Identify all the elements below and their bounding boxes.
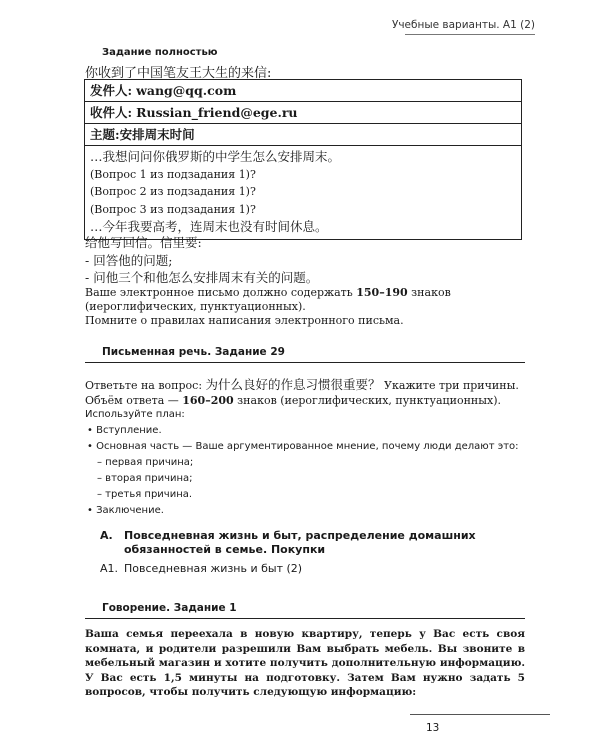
- to-label: 收件人:: [90, 105, 133, 120]
- letter-body-line: (Вопрос 1 из подзадания 1)?: [90, 167, 256, 181]
- footer-rule: [410, 714, 550, 715]
- letter-subject-row: [85, 124, 521, 146]
- page-number: 13: [426, 722, 440, 734]
- letter-body: [85, 146, 521, 240]
- task-label: Задание полностью: [102, 47, 218, 58]
- letter-body-line: …今年我要高考，连周末也没有时间休息。: [90, 219, 328, 234]
- section-heading-29: Письменная речь. Задание 29: [102, 346, 285, 358]
- task29-question: Ответьте на вопрос: 为什么良好的作息习惯很重要？ Укажите три причины. Объём ответа — 160–200 знаков (иероглифических, пунктуационных).: [85, 377, 519, 407]
- reply-item: - 回答他的问题;: [85, 253, 173, 268]
- plan-subitem: – первая причина;: [97, 457, 194, 468]
- length-note: Ваше электронное письмо должно содержать 150–190 знаков (иероглифических, пунктуационных).: [85, 286, 451, 313]
- plan-subitem: – вторая причина;: [97, 473, 193, 484]
- subject-value: 安排周末时间: [119, 127, 195, 142]
- from-label: 发件人:: [90, 83, 133, 98]
- running-header: Учебные варианты. А1 (2): [391, 19, 535, 31]
- plan-item: • Основная часть — Ваше аргументированное мнение, почему люди делают это:: [87, 441, 519, 452]
- topic-a1-label: А1.: [100, 562, 119, 575]
- plan-item: • Заключение.: [87, 505, 164, 516]
- section-rule: [85, 618, 525, 619]
- letter-intro: 你收到了中国笔友王大生的来信:: [85, 66, 272, 81]
- letter-body-line: (Вопрос 2 из подзадания 1)?: [90, 185, 256, 198]
- section-rule: [85, 362, 525, 363]
- topic-a-text: Повседневная жизнь и быт, распределение домашних обязанностей в семье. Покупки: [124, 529, 476, 556]
- speaking-text: Ваша семья переехала в новую квартиру, теперь у Вас есть своя комната, и родители разрешили Вам выбрать мебель. Вы звоните в мебельный магазин и хотите получить дополнительную информацию. У Вас есть 1,5 минуты на подготовку. Затем Вам нужно задать 5 вопросов, чтобы получить следующую информацию:: [85, 628, 525, 698]
- to-value: Russian_friend@ege.ru: [136, 105, 298, 120]
- section-heading-speaking: Говорение. Задание 1: [102, 602, 237, 614]
- rules-note: Помните о правилах написания электронного письма.: [85, 314, 404, 327]
- letter-from-row: [85, 80, 521, 102]
- topic-a-label: А.: [100, 529, 113, 542]
- from-value: wang@qq.com: [136, 83, 237, 98]
- plan-item: • Вступление.: [87, 425, 162, 436]
- topic-a1-text: Повседневная жизнь и быт (2): [124, 562, 303, 575]
- letter-body-line: …我想问问你俄罗斯的中学生怎么安排周末。: [90, 149, 341, 164]
- letter-body-line: (Вопрос 3 из подзадания 1)?: [90, 202, 256, 216]
- letter-to-row: [85, 102, 521, 124]
- letter-table: [84, 79, 522, 240]
- reply-item: - 问他三个和他怎么安排周末有关的问题。: [85, 270, 319, 285]
- subject-label: 主题:: [90, 127, 120, 142]
- plan-subitem: – третья причина.: [97, 489, 193, 500]
- reply-prompt: 给他写回信。信里要:: [85, 235, 202, 250]
- plan-intro: Используйте план:: [85, 409, 185, 420]
- header-rule: [405, 34, 535, 35]
